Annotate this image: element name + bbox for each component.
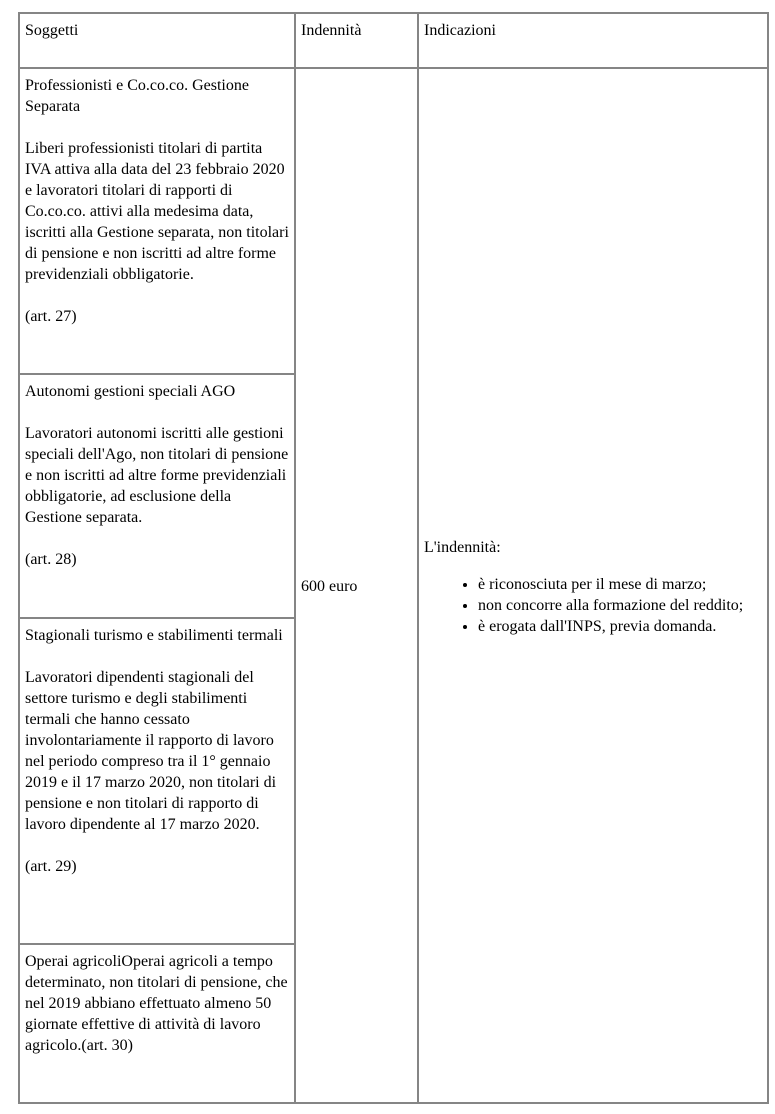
subject-title: Autonomi gestioni speciali AGO xyxy=(25,383,236,400)
indications-list xyxy=(424,574,762,637)
indications-cell xyxy=(418,68,768,1103)
amount-cell xyxy=(295,68,418,1103)
subject-text: Operai agricoliOperai agricoli a tempo determinato, non titolari di pensione, che nel 2019 abbiano effettuato almeno 50 giornate effettive di attività di lavoro agricolo.(art. 30) xyxy=(25,953,288,1054)
header-indicazioni: Indicazioni xyxy=(418,13,768,68)
subject-article-ref: (art. 28) xyxy=(25,551,77,568)
subject-title: Stagionali turismo e stabilimenti termali xyxy=(25,627,283,644)
subject-title: Professionisti e Co.co.co. Gestione Separata xyxy=(25,77,249,115)
subject-cell-art-30 xyxy=(19,944,295,1103)
subject-description: Lavoratori dipendenti stagionali del settore turismo e degli stabilimenti termali che hanno cessato involontariamente il rapporto di lavoro nel periodo compreso tra il 1° gennaio 2019 e il 17 marzo 2020, non titolari di pensione e non titolari di rapporto di lavoro dipendente al 17 marzo 2020. xyxy=(25,669,277,833)
indications-intro: L'indennità: xyxy=(424,538,501,556)
indemnity-table xyxy=(18,12,769,1104)
table-header-row xyxy=(19,13,768,68)
list-item: • è erogata dall'INPS, previa domanda. xyxy=(478,616,762,637)
subject-article-ref: (art. 29) xyxy=(25,858,77,875)
subject-cell-art-29 xyxy=(19,618,295,944)
list-item: • non concorre alla formazione del reddito; xyxy=(478,595,762,616)
subject-description: Lavoratori autonomi iscritti alle gestioni speciali dell'Ago, non titolari di pensione e non iscritti ad altre forme previdenziali obbligatorie, ad esclusione della Gestione separata. xyxy=(25,425,289,526)
table-row xyxy=(19,68,768,374)
subject-description: Liberi professionisti titolari di partita IVA attiva alla data del 23 febbraio 2020 e lavoratori titolari di rapporti di Co.co.co. attivi alla medesima data, iscritti alla Gestione separata, non titolari di pensione e non iscritti ad altre forme previdenziali obbligatorie. xyxy=(25,140,289,283)
subject-cell-art-27 xyxy=(19,68,295,374)
indemnity-amount: 600 euro xyxy=(301,578,358,595)
subject-article-ref: (art. 27) xyxy=(25,308,77,325)
header-indennita: Indennità xyxy=(295,13,418,68)
header-soggetti: Soggetti xyxy=(19,13,295,68)
list-item: • è riconosciuta per il mese di marzo; xyxy=(478,574,762,595)
subject-cell-art-28 xyxy=(19,374,295,618)
